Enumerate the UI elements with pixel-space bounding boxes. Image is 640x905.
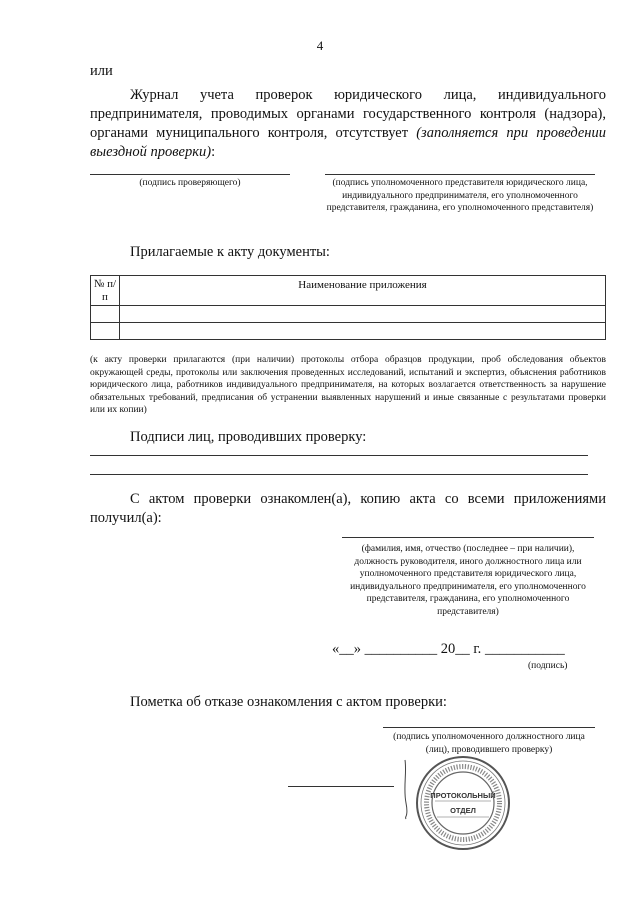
attached-documents-heading: Прилагаемые к акту документы:	[130, 244, 330, 260]
attachments-table	[90, 275, 606, 340]
table-col-number: № п/п	[91, 276, 120, 306]
stamp-seal-icon	[415, 755, 511, 851]
inspector-signature-line	[90, 174, 290, 175]
stamp-text-line1: ПРОТОКОЛЬНЫЙ	[430, 791, 496, 800]
journal-paragraph	[90, 86, 606, 162]
inspectors-signatures-heading: Подписи лиц, проводивших проверку:	[130, 429, 367, 445]
refusal-signature-line	[383, 727, 595, 728]
acquainted-paragraph: С актом проверки ознакомлен(а), копию акта со всеми приложениями получил(а):	[90, 491, 606, 526]
or-word: или	[90, 63, 113, 79]
inspector-signature-caption: (подпись проверяющего)	[139, 178, 241, 188]
inspector-signature-line-2	[90, 474, 588, 475]
date-year-suffix: г.	[473, 641, 482, 657]
representative-signature-caption: (подпись уполномоченного представителя юридического лица, индивидуального предпринимателя, его уполномоченного представителя, гражданина, его уполномоченного представителя)	[326, 178, 594, 213]
acquainted-caption: (фамилия, имя, отчество (последнее – при наличии), должность руководителя, иного должностного лица или уполномоченного представителя юридического лица, индивидуального предпринимателя, его уполномоченного представителя, гражданина, его уполномоченного представителя)	[350, 544, 586, 617]
representative-signature-line	[325, 174, 595, 175]
signature-caption: (подпись)	[528, 661, 568, 671]
refusal-extra-signature-line	[288, 786, 394, 787]
refusal-heading: Пометка об отказе ознакомления с актом проверки:	[130, 694, 447, 710]
table-row	[91, 306, 606, 323]
table-row	[91, 323, 606, 340]
journal-colon: :	[211, 144, 216, 160]
date-day-blank: __	[339, 641, 354, 657]
inspector-signature-line-1	[90, 455, 588, 456]
date-signature-blank: ___________	[484, 641, 565, 657]
date-close-quote: »	[353, 641, 361, 657]
date-month-blank: __________	[364, 641, 438, 657]
date-line	[332, 640, 565, 659]
table-header-row	[91, 276, 606, 306]
journal-text: Журнал учета проверок юридического лица, индивидуального предпринимателя, проводимых органами государственного контроля (надзора), органами муниципального контроля, отсутствует	[90, 87, 606, 141]
refusal-caption: (подпись уполномоченного должностного лица (лиц), проводившего проверку)	[393, 732, 585, 755]
journal-italic-note: (заполняется при проведении выездной проверки)	[90, 125, 606, 160]
handwritten-mark	[397, 758, 413, 820]
table-col-name: Наименование приложения	[120, 276, 606, 306]
date-year-blank: __	[455, 641, 470, 657]
page-number: 4	[316, 38, 324, 53]
stamp-text-line2: ОТДЕЛ	[450, 806, 476, 815]
acquainted-signature-line	[342, 537, 594, 538]
date-open-quote: «	[332, 641, 340, 657]
official-stamp	[415, 755, 511, 851]
date-year-prefix: 20	[440, 641, 456, 657]
attached-documents-note: (к акту проверки прилагаются (при наличии) протоколы отбора образцов продукции, проб обследования объектов окружающей среды, протоколы или заключения проведенных исследований, испытаний и экспертиз, объяснения работников юридического лица, работников индивидуального предпринимателя, на которых возлагается ответственность за нарушение обязательных требований, предписания об устранении выявленных нарушений и иные связанные с результатами проверки или их копии)	[90, 355, 606, 415]
